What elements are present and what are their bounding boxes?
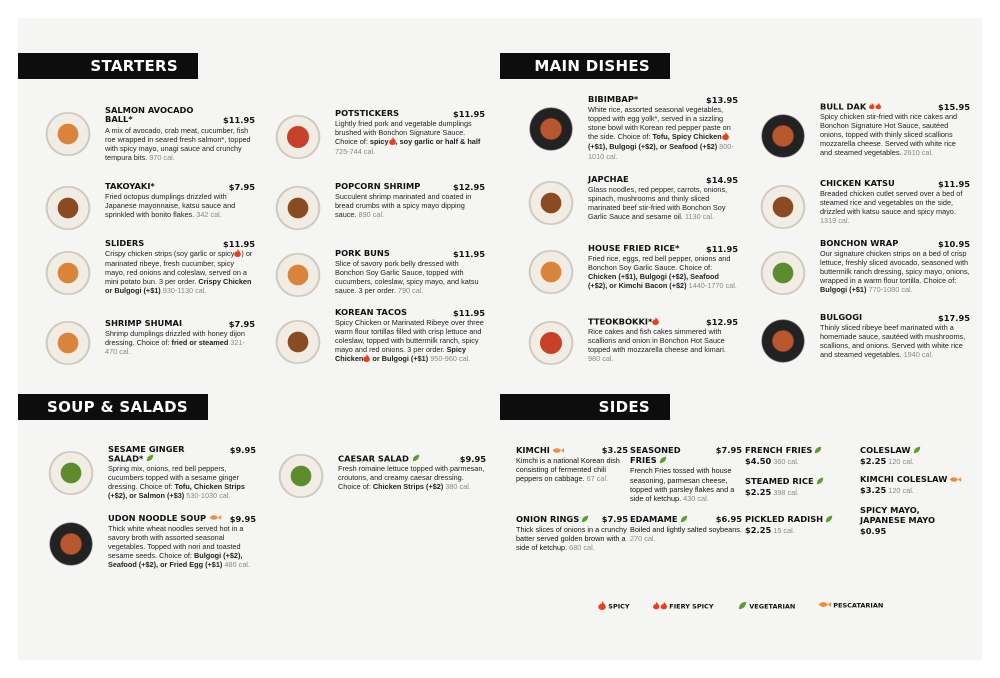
item-price: $13.95 <box>705 95 738 105</box>
fiery-spicy-icon <box>653 601 667 612</box>
item-name: POTSTICKERS <box>335 108 400 118</box>
vegetarian-icon <box>412 454 420 464</box>
item-name: SALMON AVOCADO BALL* <box>105 105 194 125</box>
item-desc: Spring mix, onions, red bell peppers, cucumbers topped with a sesame ginger dressing. Choice of: Tofu, Chicken Strips (+$2), or Salmon (+$3) 530-1030 cal. <box>108 464 245 501</box>
spicy-icon <box>652 317 659 327</box>
item-desc: Glass noodles, red pepper, carrots, onions, spinach, mushrooms and thinly sliced marinated beef stir-fried with Bonchon Soy Garlic Sauce and sesame oil. 1130 cal. <box>588 185 728 222</box>
starters-header: STARTERS <box>18 53 198 79</box>
item-desc: Thinly sliced ribeye beef marinated with a homemade sauce, sautéed with mushrooms, scallions, and onions. Served with white rice and steamed vegetables. 1940 cal. <box>820 323 966 360</box>
item-desc: Succulent shrimp marinated and coated in bread crumbs with a spicy mayo dipping sauce. 890 cal. <box>335 192 472 220</box>
item-desc: Fried rice, eggs, red bell pepper, onions and Bonchon Soy Garlic Sauce. Choice of: Chicken (+$1), Bulgogi (+$2), Seafood (+$2), or Kimchi Bacon (+$2) 1440-1770 cal. <box>588 254 737 291</box>
vegetarian-icon <box>825 515 833 525</box>
pescatarian-icon <box>818 601 831 610</box>
item-name: UDON NOODLE SOUP <box>108 514 221 523</box>
item-name: CAESAR SALAD <box>338 454 420 464</box>
item-price: $14.95 <box>705 175 738 185</box>
menu-page <box>18 18 982 660</box>
item-price: $2.25 <box>745 487 772 498</box>
sesame-ginger-salad-photo <box>46 451 96 495</box>
vegetarian-icon <box>816 477 824 487</box>
side-item[interactable] <box>860 505 960 536</box>
udon-noodle-soup-photo <box>46 522 96 566</box>
menu-item[interactable] <box>273 109 485 169</box>
item-desc: Fried octopus dumplings drizzled with Japanese mayonnaise, katsu sauce and sprinkled with bonito flakes. 342 cal. <box>105 192 236 220</box>
item-name: PORK BUNS <box>335 248 390 258</box>
vegetarian-icon <box>659 456 667 466</box>
menu-item[interactable] <box>758 313 970 373</box>
item-price: $9.95 <box>229 514 256 524</box>
side-item[interactable]: PICKLED RADISH $2.25 15 cal. <box>745 514 857 535</box>
item-desc: Our signature chicken strips on a bed of crisp lettuce, freshly sliced avocado, seasoned with buttermilk ranch dressing, spicy mayo, onions, wrapped in a warm flour tortilla. Choice of: Bulgogi (+$1) 770-1080 cal. <box>820 249 970 295</box>
item-price: $7.95 <box>715 445 742 455</box>
legend-fiery-spicy: FIERY SPICY <box>653 601 714 612</box>
side-item[interactable]: COLESLAW $2.25 120 cal. <box>860 445 972 466</box>
side-item[interactable]: FRENCH FRIES $4.50 360 cal. <box>745 445 857 466</box>
vegetarian-icon <box>581 515 589 525</box>
item-desc: French Fries tossed with house seasoning, parmesan cheese, topped with parsley flakes and a side of ketchup. 430 cal. <box>630 466 735 503</box>
item-name: SPICY MAYO, JAPANESE MAYO <box>860 505 936 526</box>
main-dishes-header: MAIN DISHES <box>500 53 670 79</box>
spicy-icon <box>598 601 606 612</box>
item-name: KIMCHI <box>516 445 550 455</box>
tteokbokki-photo <box>526 321 576 365</box>
item-desc: Lightly fried pork and vegetable dumplings brushed with Bonchon Signature Sauce. Choice of: spicy , soy garlic or half & half 725-744 cal. <box>335 119 481 157</box>
menu-item[interactable] <box>758 102 970 172</box>
item-name: BULL DAK <box>820 102 881 112</box>
legend-pescatarian: PESCATARIAN <box>818 601 883 610</box>
side-item[interactable] <box>516 514 628 552</box>
item-price: $9.95 <box>229 445 256 455</box>
vegetarian-icon <box>146 454 154 464</box>
legend-vegetarian: VEGETARIAN <box>738 601 795 612</box>
item-price: $2.25 <box>860 456 887 467</box>
menu-item[interactable] <box>43 182 255 232</box>
item-price: $9.95 <box>459 454 486 464</box>
item-desc: Breaded chicken cutlet served over a bed of steamed rice and vegetables on the side, drizzled with katsu sauce and spicy mayo. 1319 cal. <box>820 189 963 226</box>
menu-item[interactable] <box>526 317 738 377</box>
item-name: SESAME GINGER SALAD* <box>108 444 185 464</box>
bibimbap-photo <box>526 107 576 151</box>
item-name: TTEOKBOKKI* <box>588 317 659 327</box>
side-item[interactable] <box>630 445 742 503</box>
item-name: SLIDERS <box>105 238 145 248</box>
item-name: KIMCHI COLESLAW <box>860 474 948 484</box>
item-price: $11.95 <box>452 308 485 318</box>
item-desc: Boiled and lightly salted soybeans. 270 cal. <box>630 525 742 544</box>
item-name: SEASONED FRIES <box>630 445 681 466</box>
menu-item[interactable] <box>526 244 738 304</box>
item-name: SHRIMP SHUMAI <box>105 318 183 328</box>
potstickers-photo <box>273 115 323 159</box>
item-name: TAKOYAKI* <box>105 181 155 191</box>
item-price: $11.95 <box>705 244 738 254</box>
sliders-photo <box>43 251 93 295</box>
spicy-icon <box>389 137 396 147</box>
soup-salads-header: SOUP & SALADS <box>18 394 208 420</box>
item-price: $11.95 <box>937 179 970 189</box>
item-desc: Kimchi is a national Korean dish consisting of fermented chili peppers on cabbage. 67 cal. <box>516 455 620 483</box>
item-name: PICKLED RADISH <box>745 514 824 524</box>
item-price: $11.95 <box>222 115 255 125</box>
menu-item[interactable] <box>526 175 738 235</box>
side-item[interactable] <box>516 445 628 483</box>
menu-item[interactable] <box>43 106 255 166</box>
item-name: BONCHON WRAP <box>820 238 899 248</box>
sides-header: SIDES <box>500 394 670 420</box>
korean-tacos-photo <box>273 320 323 364</box>
item-name: JAPCHAE <box>588 174 629 184</box>
item-price: $4.50 <box>745 456 772 467</box>
item-desc: White rice, assorted seasonal vegetables, topped with egg yolk*, served in a sizzling stone bowl with Korean red pepper paste on the side. Choice of: Tofu, Spicy Chicken (+$1), Bulgogi (+$2), or Seafood (+$2) 800-1010 cal. <box>588 105 734 161</box>
item-name: STEAMED RICE <box>745 476 814 486</box>
item-price: $3.25 <box>601 445 628 455</box>
menu-item[interactable] <box>273 249 485 299</box>
item-price: $10.95 <box>937 239 970 249</box>
item-name: POPCORN SHRIMP <box>335 181 421 191</box>
item-desc: Spicy chicken stir-fried with rice cakes and Bonchon Signature Hot Sauce, sautéed onions, topped with thinly sliced scallions mozzarella cheese. Served with white rice and steamed vegetables. 2610 cal. <box>820 112 958 158</box>
house-fried-rice-photo <box>526 250 576 294</box>
item-price: $0.95 <box>860 525 887 536</box>
spicy-icon <box>722 132 729 142</box>
item-desc: Slice of savory pork belly dressed with Bonchon Soy Garlic Sauce, topped with cucumbers, coleslaw, spicy mayo, and katsu sauce. 3 per order. 790 cal. <box>335 259 479 296</box>
vegetarian-icon <box>680 515 688 525</box>
item-name: KOREAN TACOS <box>335 307 407 317</box>
item-desc: Crispy chicken strips (soy garlic or spicy ) or marinated ribeye, fresh cucumber, spicy mayo, red onions and coleslaw, served on a mini potato bun. 3 per order. Crispy Chicken or Bulgogi (+$1) 930-1130 cal. <box>105 249 253 296</box>
pescatarian-icon <box>209 514 221 523</box>
menu-item[interactable] <box>46 514 256 580</box>
menu-item[interactable] <box>43 319 255 369</box>
vegetarian-icon <box>814 446 822 456</box>
menu-item[interactable] <box>273 182 485 232</box>
takoyaki-photo <box>43 186 93 230</box>
item-name: FRENCH FRIES <box>745 445 813 455</box>
item-price: $12.95 <box>452 182 485 192</box>
item-price: $17.95 <box>937 313 970 323</box>
legend-spicy: SPICY <box>598 601 630 612</box>
side-item[interactable]: STEAMED RICE $2.25 398 cal. <box>745 476 857 497</box>
menu-item[interactable] <box>758 239 970 301</box>
item-price: $3.25 <box>860 484 887 495</box>
side-item[interactable] <box>630 514 742 543</box>
item-desc: Rice cakes and fish cakes simmered with scallions and onion in Bonchon Hot Sauce topped with mozzarella cheese and kimari. 980 cal. <box>588 327 726 364</box>
item-desc: Spicy Chicken or Marinated Ribeye over three warm flour tortillas filled with crisp lettuce and coleslaw, topped with buttermilk ranch, spicy mayo and red onions. 3 per order. Spicy Chicken or Bulgogi (+$1) 950-960 cal. <box>335 318 484 364</box>
item-name: HOUSE FRIED RICE* <box>588 243 680 253</box>
menu-item[interactable] <box>46 445 256 509</box>
menu-item[interactable] <box>526 95 738 165</box>
pescatarian-icon <box>949 476 961 485</box>
menu-item[interactable] <box>43 239 255 299</box>
item-price: $6.95 <box>715 514 742 524</box>
menu-item[interactable] <box>276 454 486 504</box>
item-desc: A mix of avocado, crab meat, cucumber, fish roe wrapped in seared fresh salmon*, topped with spicy mayo, unagi sauce and crunchy tempura bits. 970 cal. <box>105 126 251 163</box>
bonchon-wrap-photo <box>758 251 808 295</box>
item-desc: Thick white wheat noodles served hot in a savory broth with assorted seasonal vegetables. Topped with nori and toasted sesame seeds. Choice of: Bulgogi (+$2), Seafood (+$2), or Fried Egg (+$1) 480 cal. <box>108 524 250 570</box>
chicken-katsu-photo <box>758 185 808 229</box>
fiery-spicy-icon <box>869 102 881 112</box>
item-desc: Thick slices of onions in a crunchy batter served golden brown with a side of ketchup. 680 cal. <box>516 525 627 553</box>
vegetarian-icon <box>913 446 921 456</box>
item-name: BIBIMBAP* <box>588 94 639 104</box>
salmon-avocado-ball-photo <box>43 112 93 156</box>
shrimp-shumai-photo <box>43 321 93 365</box>
item-price: $7.95 <box>228 182 255 192</box>
menu-item[interactable] <box>758 179 970 239</box>
popcorn-shrimp-photo <box>273 186 323 230</box>
item-name: COLESLAW <box>860 445 911 455</box>
item-desc: Fresh romaine lettuce topped with parmesan, croutons, and creamy caesar dressing. Choice of: Chicken Strips (+$2) 380 cal. <box>338 464 485 492</box>
bulgogi-photo <box>758 319 808 363</box>
item-price: $7.95 <box>601 514 628 524</box>
side-item[interactable]: KIMCHI COLESLAW $3.25 120 cal. <box>860 474 972 495</box>
item-name: EDAMAME <box>630 514 678 524</box>
item-name: ONION RINGS <box>516 514 580 524</box>
item-price: $11.95 <box>222 239 255 249</box>
item-name: BULGOGI <box>820 312 863 322</box>
pescatarian-icon <box>552 447 564 456</box>
caesar-salad-photo <box>276 454 326 498</box>
pork-buns-photo <box>273 253 323 297</box>
item-price: $7.95 <box>228 319 255 329</box>
japchae-photo <box>526 181 576 225</box>
vegetarian-icon <box>738 601 747 612</box>
menu-item[interactable] <box>273 308 485 370</box>
item-desc: Shrimp dumplings drizzled with honey dijon dressing. Choice of: fried or steamed 321-470 cal. <box>105 329 245 357</box>
item-price: $15.95 <box>937 102 970 112</box>
item-price: $2.25 <box>745 525 772 536</box>
item-price: $12.95 <box>705 317 738 327</box>
item-name: CHICKEN KATSU <box>820 178 895 188</box>
item-price: $11.95 <box>452 109 485 119</box>
bull-dak-photo <box>758 114 808 158</box>
item-price: $11.95 <box>452 249 485 259</box>
